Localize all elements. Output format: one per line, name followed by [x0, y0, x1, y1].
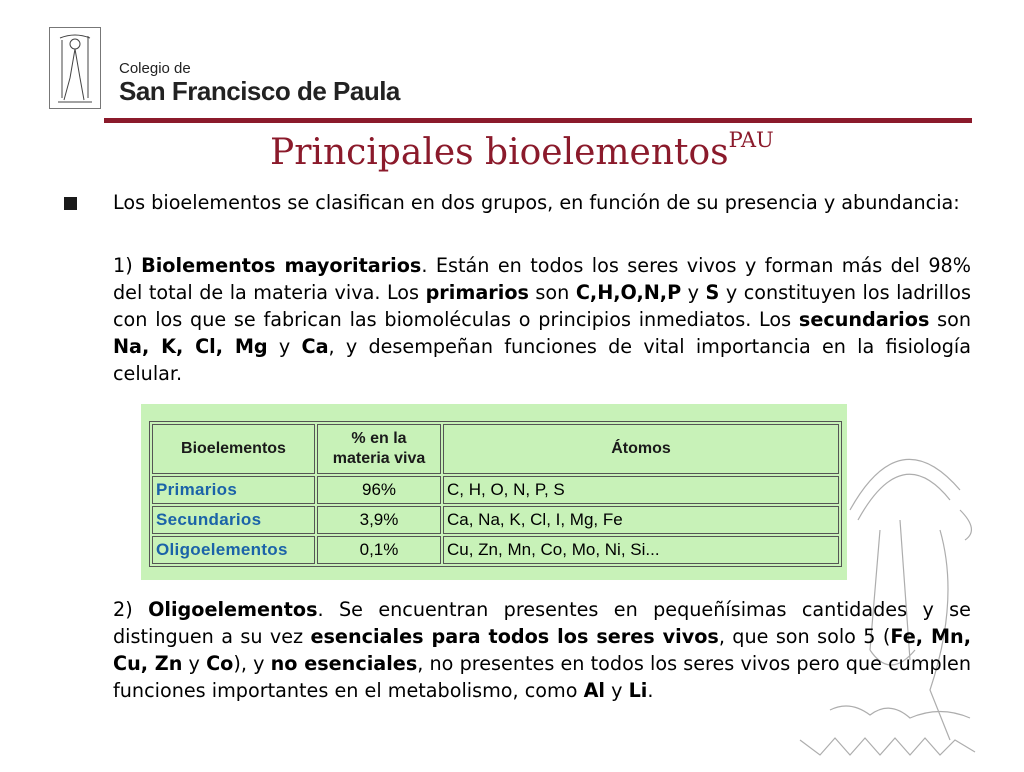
table-row — [152, 536, 839, 564]
bold-text-span: secundarios — [798, 308, 930, 331]
text-span: , no presentes en todos los seres vivos pero que cumplen funciones importantes en el metabolismo, como — [113, 652, 971, 702]
bold-text-span: primarios — [425, 281, 529, 304]
header-divider — [104, 118, 972, 123]
bioelements-table — [149, 421, 842, 567]
college-logo-icon — [49, 27, 101, 109]
text-span: , y desempeñan funciones de vital importancia en la fisiología celular. — [113, 335, 971, 385]
text-span: y constituyen los ladrillos con los que se fabrican las biomoléculas o principios inmediatos. Los — [113, 281, 971, 331]
text-span: son — [528, 281, 576, 304]
bold-text-span: Biolementos mayoritarios — [141, 254, 422, 277]
table-cell-atoms: Ca, Na, K, Cl, I, Mg, Fe — [443, 506, 839, 534]
slide-title-main: Principales bioelementos — [270, 132, 729, 173]
text-span: y — [681, 281, 706, 304]
table-cell-atoms: Cu, Zn, Mn, Co, Mo, Ni, Si... — [443, 536, 839, 564]
bold-text-span: Fe, Mn, Cu, Zn — [113, 625, 971, 675]
bold-text-span: Li — [628, 679, 648, 702]
text-span: y — [605, 679, 629, 702]
section2-paragraph — [113, 596, 971, 704]
table-cell-percent: 3,9% — [317, 506, 441, 534]
intro-paragraph: Los bioelementos se clasifican en dos grupos, en función de su presencia y abundancia: — [113, 191, 960, 214]
bold-text-span: Na, K, Cl, Mg — [113, 335, 268, 358]
table-row — [152, 506, 839, 534]
text-span: 1) — [113, 254, 142, 277]
table-header-row — [152, 424, 839, 474]
bioelements-table-panel — [141, 404, 847, 580]
text-span: . Se encuentran presentes en pequeñísimas cantidades y se distinguen a su vez — [113, 598, 971, 648]
table-header-cell: Átomos — [443, 424, 839, 474]
bold-text-span: Co — [206, 652, 234, 675]
table-cell-group: Oligoelementos — [152, 536, 315, 564]
table-cell-group: Primarios — [152, 476, 315, 504]
slide-title — [270, 128, 774, 173]
text-span: , que son solo 5 ( — [718, 625, 891, 648]
text-span: 2) — [113, 598, 149, 621]
bold-text-span: Oligoelementos — [148, 598, 318, 621]
logo-text-line2: San Francisco de Paula — [119, 76, 400, 106]
bold-text-span: Ca — [301, 335, 329, 358]
text-span: y — [182, 652, 207, 675]
bold-text-span: S — [705, 281, 720, 304]
slide-title-sup: PAU — [728, 128, 774, 152]
table-cell-percent: 96% — [317, 476, 441, 504]
bold-text-span: C,H,O,N,P — [575, 281, 682, 304]
bold-text-span: Al — [583, 679, 605, 702]
bold-text-span: no esenciales — [270, 652, 418, 675]
table-cell-atoms: C, H, O, N, P, S — [443, 476, 839, 504]
text-span: y — [267, 335, 302, 358]
table-header-cell: Bioelementos — [152, 424, 315, 474]
text-span: . Están en todos los seres vivos y forman más del 98% del total de la materia viva. Los — [113, 254, 971, 304]
text-span: ), y — [233, 652, 271, 675]
college-seal-watermark-icon — [790, 400, 1024, 768]
text-span: . — [647, 679, 654, 702]
text-span: son — [929, 308, 972, 331]
bold-text-span: esenciales para todos los seres vivos — [310, 625, 719, 648]
table-cell-percent: 0,1% — [317, 536, 441, 564]
table-row — [152, 476, 839, 504]
square-bullet-icon — [64, 197, 77, 210]
logo-text-line1: Colegio de — [119, 60, 191, 77]
table-cell-group: Secundarios — [152, 506, 315, 534]
section1-paragraph — [113, 252, 971, 387]
table-header-cell: % en la materia viva — [317, 424, 441, 474]
